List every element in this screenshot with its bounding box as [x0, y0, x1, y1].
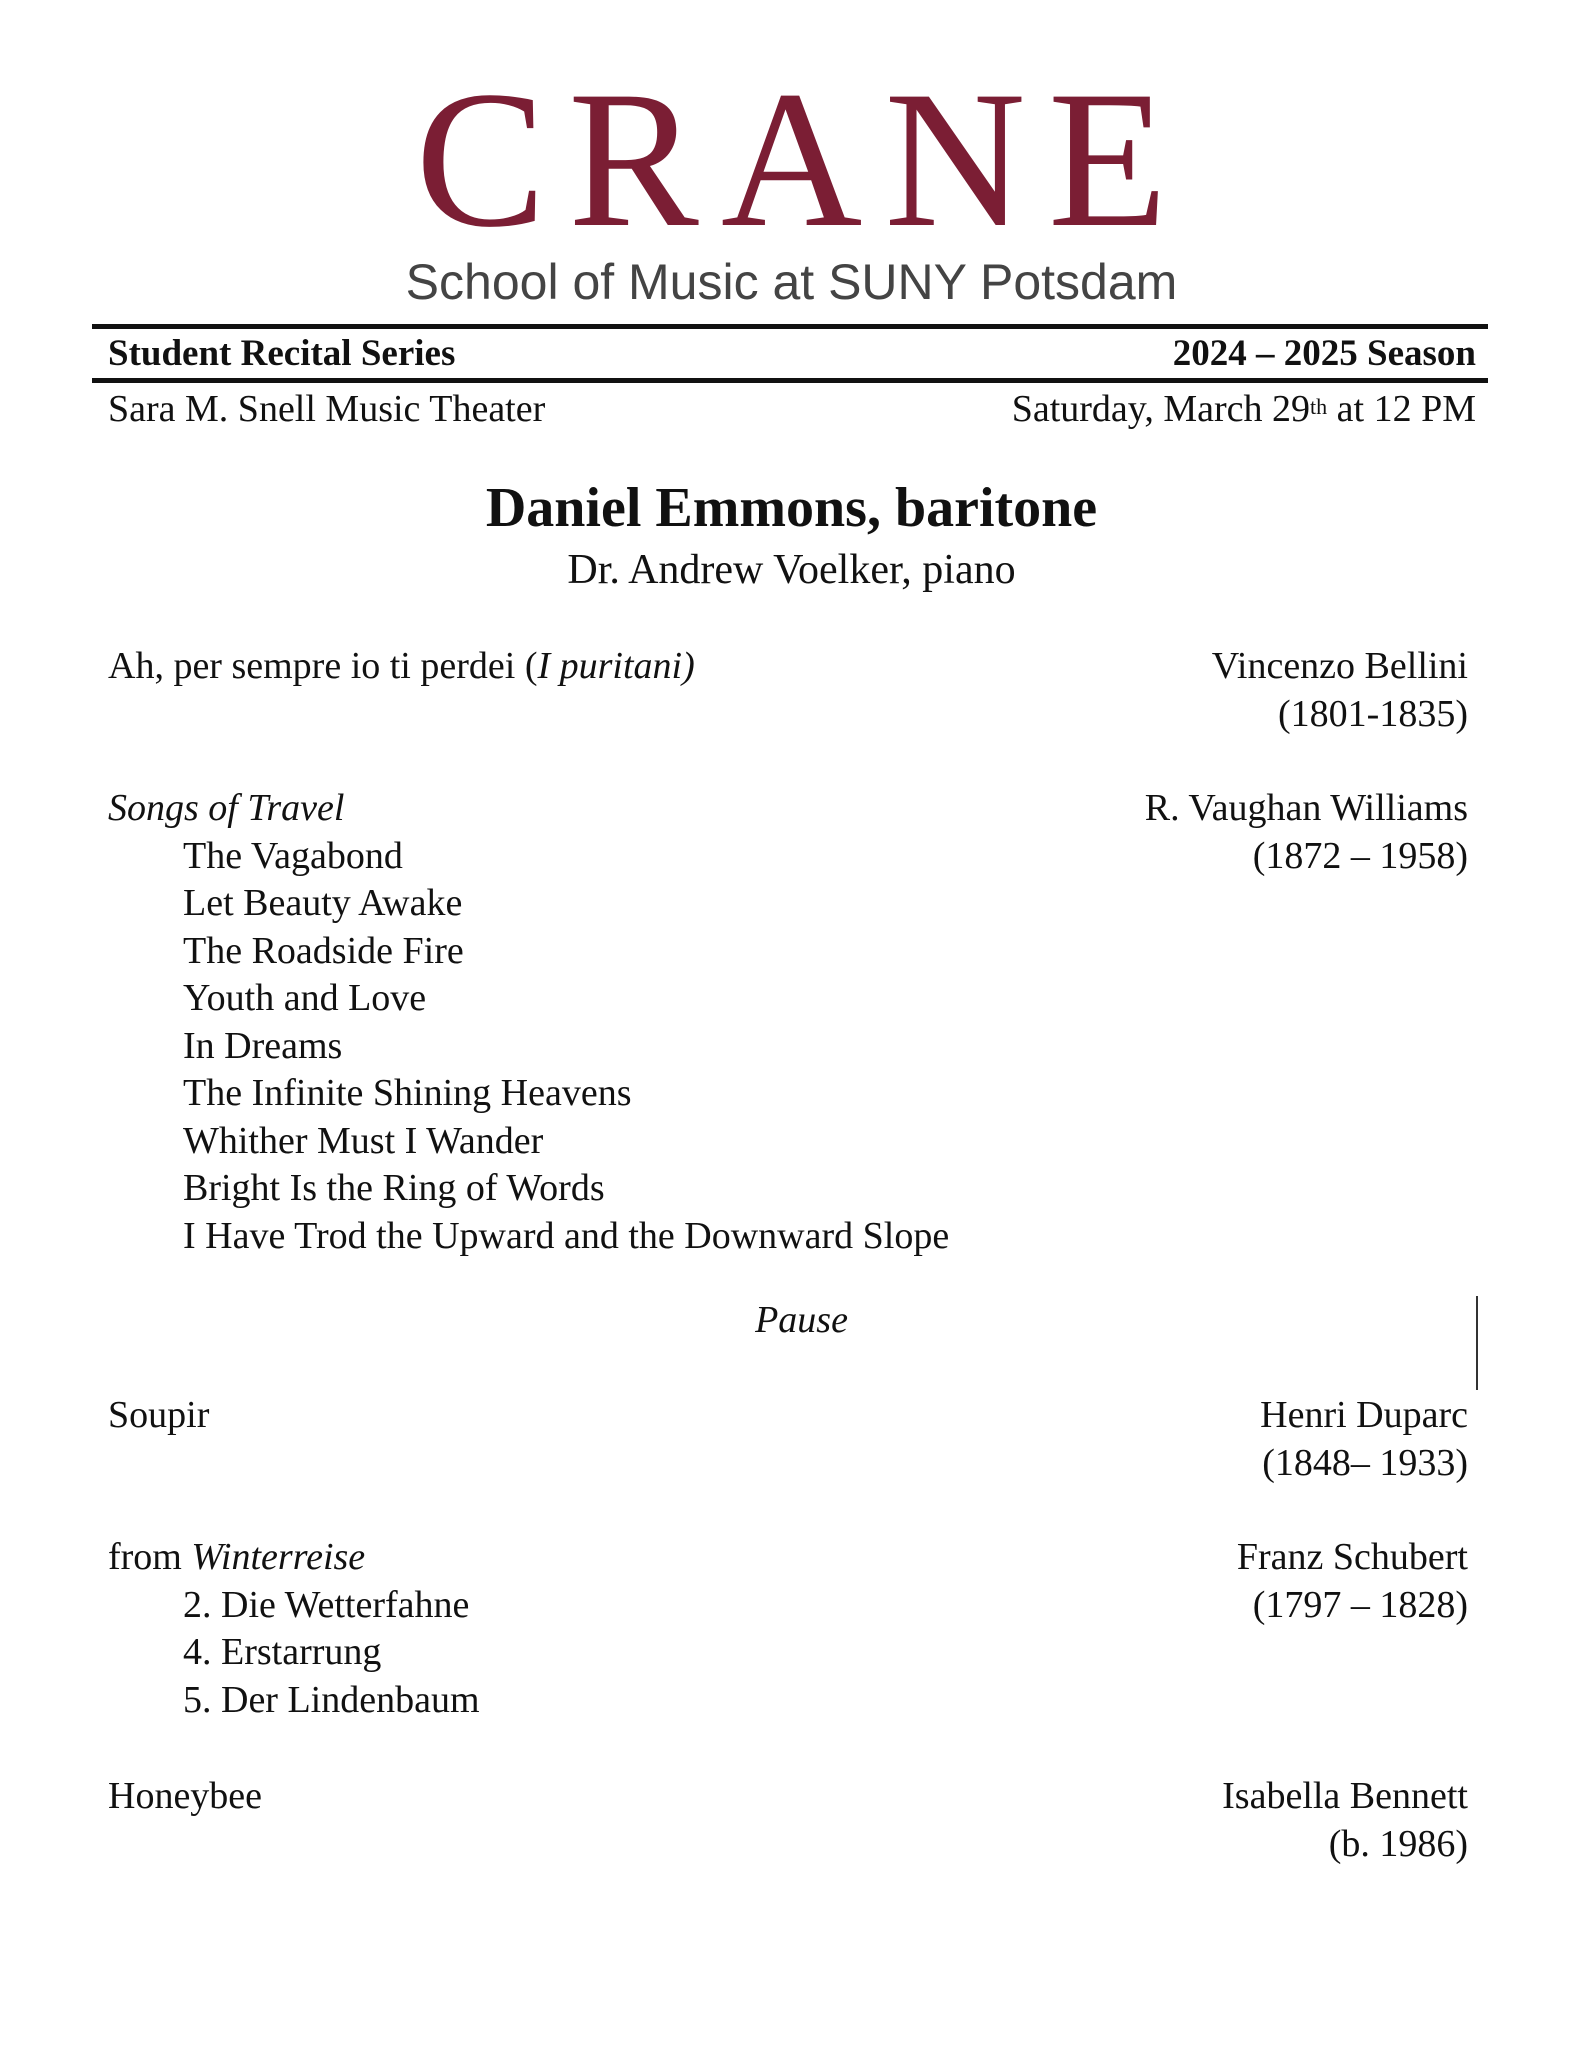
- composer-dates: (1872 – 1958): [1252, 834, 1468, 877]
- movement-list: [183, 1582, 480, 1725]
- piece-title: [108, 643, 695, 691]
- performer-name: Daniel Emmons, baritone: [485, 477, 1098, 539]
- movement-item: Youth and Love: [183, 977, 427, 1019]
- composer-dates: (1848– 1933): [1262, 1441, 1468, 1484]
- event-date-prefix: Saturday, March 29: [1011, 388, 1311, 430]
- piece-title: Honeybee: [108, 1775, 263, 1817]
- piece-composer: Isabella Bennett: [1222, 1775, 1468, 1817]
- movement-list: [183, 833, 949, 1261]
- movement-item: The Infinite Shining Heavens: [183, 1072, 632, 1114]
- movement-item: I Have Trod the Upward and the Downward Slope: [183, 1214, 950, 1257]
- event-date: [1012, 386, 1476, 432]
- venue-name: Sara M. Snell Music Theater: [108, 388, 546, 430]
- piece-composer: Henri Duparc: [1260, 1394, 1468, 1436]
- piece-title: Songs of Travel: [108, 787, 345, 829]
- header-rule-top: [92, 324, 1488, 329]
- piece-composer: R. Vaughan Williams: [1144, 787, 1468, 829]
- series-name: Student Recital Series: [108, 333, 456, 374]
- event-date-time: at 12 PM: [1327, 388, 1476, 430]
- movement-item: In Dreams: [183, 1024, 343, 1067]
- movement-item: 4. Erstarrung: [183, 1631, 382, 1673]
- movement-item: 5. Der Lindenbaum: [183, 1678, 480, 1721]
- composer-dates: (1797 – 1828): [1252, 1583, 1468, 1626]
- crane-logo-wordmark: CRANE: [415, 51, 1190, 268]
- season-label: 2024 – 2025 Season: [1172, 333, 1476, 374]
- piece-title-italic: I puritani): [537, 645, 695, 687]
- piece-title-plain: from: [108, 1536, 192, 1578]
- header-rule-bottom: [92, 378, 1488, 383]
- piece-title-plain: Ah, per sempre io ti perdei (: [108, 645, 538, 687]
- series-row: [108, 332, 1476, 376]
- movement-item: Bright Is the Ring of Words: [183, 1167, 605, 1209]
- margin-line-mark: [1476, 1296, 1478, 1390]
- piece-title: Soupir: [108, 1394, 210, 1436]
- piece-title-italic: Winterreise: [191, 1536, 366, 1578]
- movement-item: Let Beauty Awake: [183, 882, 463, 924]
- movement-item: 2. Die Wetterfahne: [183, 1583, 470, 1626]
- venue-row: [108, 386, 1476, 432]
- event-date-suffix: th: [1310, 394, 1328, 419]
- accompanist-name: Dr. Andrew Voelker, piano: [567, 547, 1016, 593]
- logo-subtitle: School of Music at SUNY Potsdam: [405, 254, 1178, 310]
- movement-item: Whither Must I Wander: [183, 1119, 544, 1162]
- intermission-label: Pause: [755, 1299, 848, 1341]
- piece-composer: Franz Schubert: [1236, 1536, 1468, 1578]
- piece-title: [108, 1534, 365, 1582]
- movement-item: The Vagabond: [183, 834, 403, 877]
- piece-composer: Vincenzo Bellini: [1211, 645, 1468, 687]
- composer-dates: (b. 1986): [1328, 1822, 1468, 1865]
- composer-dates: (1801-1835): [1278, 692, 1468, 735]
- movement-item: The Roadside Fire: [183, 929, 464, 972]
